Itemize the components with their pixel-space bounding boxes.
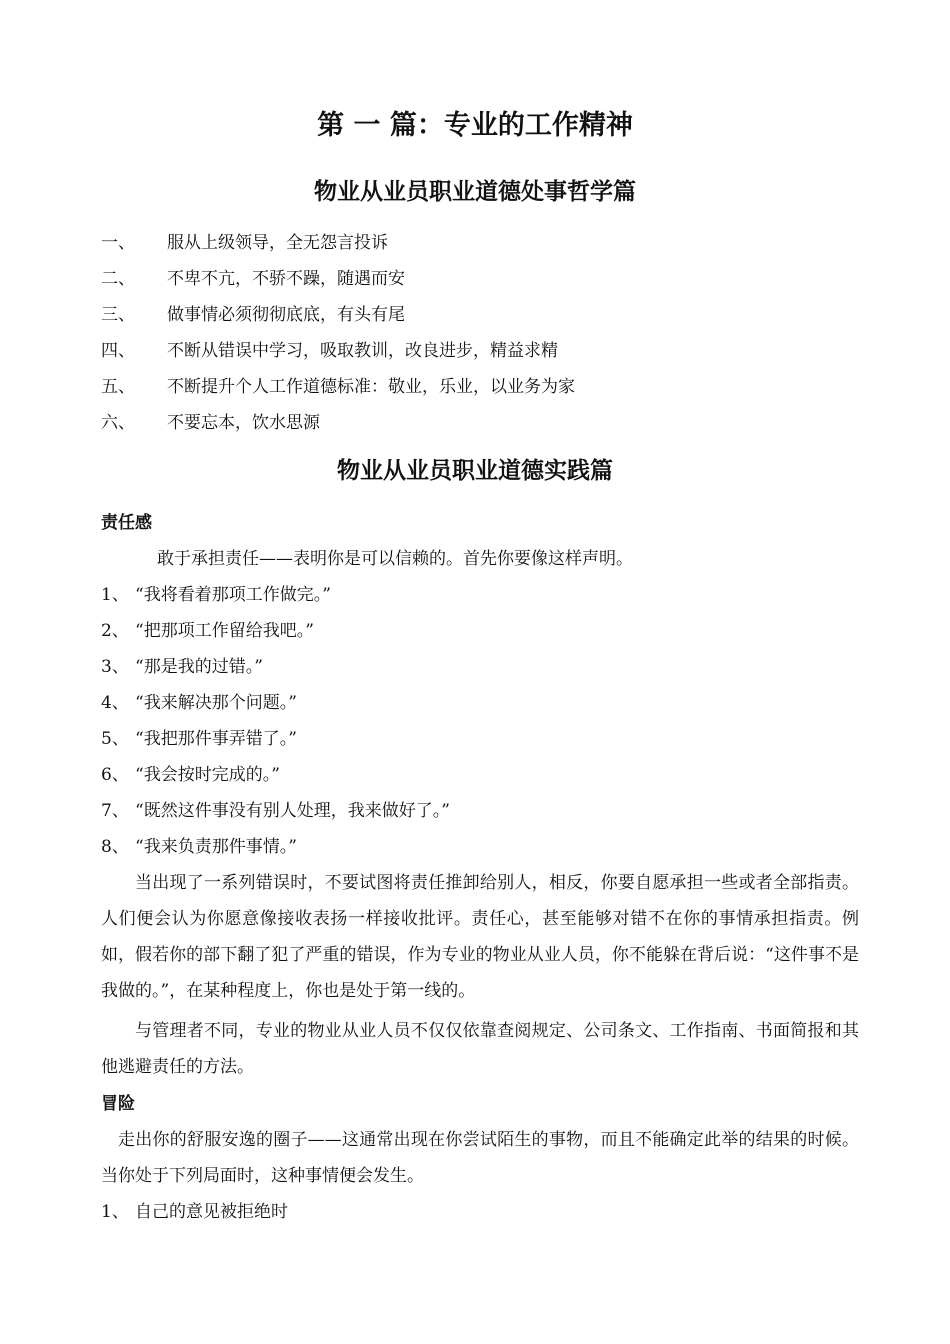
list-text: 不卑不亢，不骄不躁，随遇而安 <box>167 269 405 289</box>
responsibility-paragraph-2: 与管理者不同，专业的物业从业人员不仅仅依靠查阅规定、公司条文、工作指南、书面简报和其他逃避责任的方法。 <box>101 1021 859 1077</box>
list-number: 五、 <box>101 377 135 397</box>
list-text: “既然这件事没有别人处理，我来做好了。” <box>135 801 450 821</box>
responsibility-intro: 敢于承担责任——表明你是可以信赖的。首先你要像这样声明。 <box>157 549 633 569</box>
section-title-practice: 物业从业员职业道德实践篇 <box>337 458 613 484</box>
list-number: 2、 <box>101 621 129 641</box>
list-number: 四、 <box>101 341 135 361</box>
list-text: “我会按时完成的。” <box>135 765 280 785</box>
list-number: 1、 <box>101 1202 129 1222</box>
risk-paragraph: 走出你的舒服安逸的圈子——这通常出现在你尝试陌生的事物，而且不能确定此举的结果的时候。当你处于下列局面时，这种事情便会发生。 <box>101 1130 859 1186</box>
list-number: 5、 <box>101 729 129 749</box>
list-text: 不断提升个人工作道德标准：敬业，乐业，以业务为家 <box>167 377 575 397</box>
list-text: “我来负责那件事情。” <box>135 837 297 857</box>
responsibility-paragraph-1: 当出现了一系列错误时，不要试图将责任推卸给别人，相反，你要自愿承担一些或者全部指责。人们便会认为你愿意像接收表扬一样接收批评。责任心，甚至能够对错不在你的事情承担指责。例如，假若你的部下翻了犯了严重的错误，作为专业的物业从业人员，你不能躲在背后说：“这件事不是我做的。”，在某种程度上，你也是处于第一线的。 <box>101 873 859 1001</box>
list-text: 自己的意见被拒绝时 <box>135 1202 288 1222</box>
list-number: 7、 <box>101 801 129 821</box>
list-text: 做事情必须彻彻底底，有头有尾 <box>167 305 405 325</box>
list-number: 6、 <box>101 765 129 785</box>
list-number: 一、 <box>101 233 135 253</box>
list-number: 3、 <box>101 657 129 677</box>
list-number: 4、 <box>101 693 129 713</box>
list-text: “那是我的过错。” <box>135 657 263 677</box>
heading-risk: 冒险 <box>101 1094 135 1114</box>
list-text: 不断从错误中学习，吸取教训，改良进步，精益求精 <box>167 341 558 361</box>
list-text: 不要忘本，饮水思源 <box>167 413 320 433</box>
section-title-philosophy: 物业从业员职业道德处事哲学篇 <box>314 179 636 205</box>
list-text: “我来解决那个问题。” <box>135 693 297 713</box>
chapter-title: 第 一 篇：专业的工作精神 <box>317 110 633 141</box>
list-text: “我把那件事弄错了。” <box>135 729 297 749</box>
list-number: 二、 <box>101 269 135 289</box>
list-number: 8、 <box>101 837 129 857</box>
list-text: “把那项工作留给我吧。” <box>135 621 314 641</box>
heading-responsibility: 责任感 <box>101 513 152 533</box>
list-text: 服从上级领导，全无怨言投诉 <box>167 233 388 253</box>
list-number: 1、 <box>101 585 129 605</box>
list-text: “我将看着那项工作做完。” <box>135 585 331 605</box>
list-number: 六、 <box>101 413 135 433</box>
list-number: 三、 <box>101 305 135 325</box>
